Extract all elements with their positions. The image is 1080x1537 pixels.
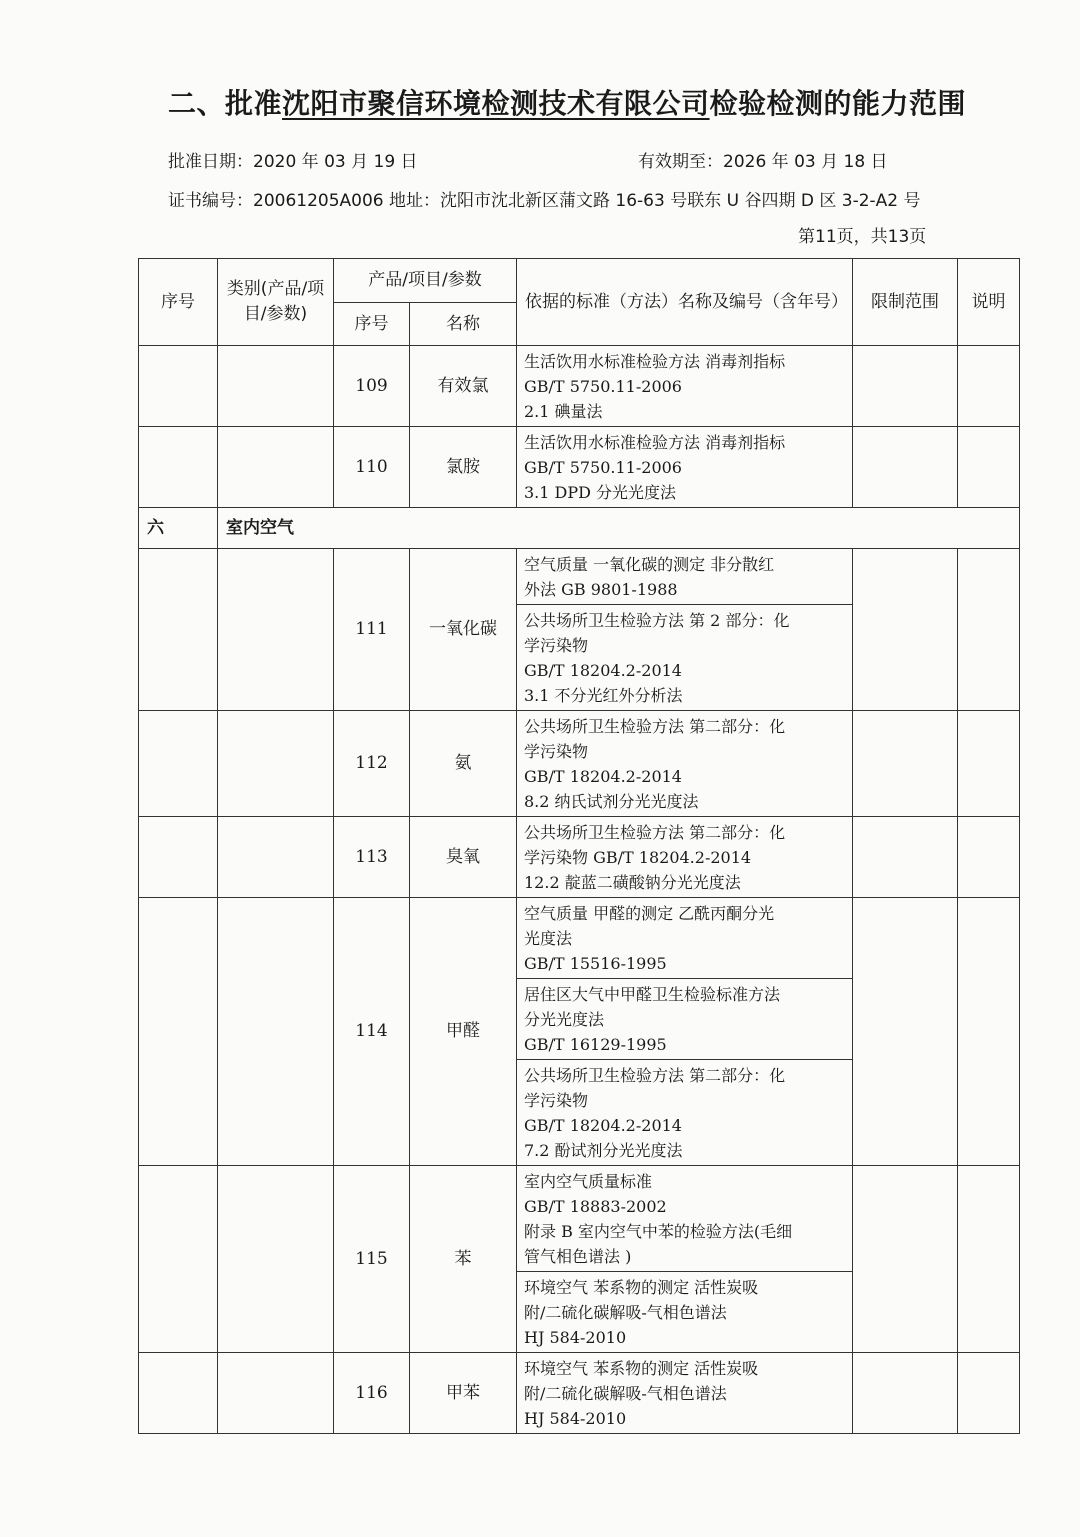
page-title (168, 82, 966, 122)
standard-cell: 空气质量 甲醛的测定 乙酰丙酮分光 光度法 GB/T 15516-1995 (517, 898, 853, 979)
table-row (139, 898, 1020, 979)
header-category: 类别(产品/项目/参数) (218, 259, 334, 346)
item-name: 臭氧 (410, 817, 517, 898)
table-row (139, 346, 1020, 427)
table-row (139, 817, 1020, 898)
standard-cell: 公共场所卫生检验方法 第二部分：化 学污染物 GB/T 18204.2-2014 7.2 酚试剂分光光度法 (517, 1060, 853, 1166)
standard-cell: 室内空气质量标准 GB/T 18883-2002 附录 B 室内空气中苯的检验方法(毛细 管气相色谱法 ) (517, 1166, 853, 1272)
section-seq: 六 (139, 508, 218, 549)
standard-cell: 环境空气 苯系物的测定 活性炭吸 附/二硫化碳解吸-气相色谱法 HJ 584-2010 (517, 1272, 853, 1353)
header-sub-seq: 序号 (334, 303, 410, 346)
item-name: 一氧化碳 (410, 549, 517, 711)
standard-cell: 公共场所卫生检验方法 第 2 部分：化 学污染物 GB/T 18204.2-2014 3.1 不分光红外分析法 (517, 605, 853, 711)
capability-table (138, 258, 1020, 1434)
header-seq: 序号 (139, 259, 218, 346)
approval-date: 批准日期：2020 年 03 月 19 日 (168, 152, 418, 172)
header-sub-name: 名称 (410, 303, 517, 346)
standard-cell: 公共场所卫生检验方法 第二部分：化 学污染物 GB/T 18204.2-2014 8.2 纳氏试剂分光光度法 (517, 711, 853, 817)
item-name: 氯胺 (410, 427, 517, 508)
table-row (139, 549, 1020, 605)
item-number: 109 (334, 346, 410, 427)
header-limit: 限制范围 (853, 259, 958, 346)
table-row (139, 1166, 1020, 1272)
table-row (139, 711, 1020, 817)
header-product: 产品/项目/参数 (334, 259, 517, 303)
section-name: 室内空气 (218, 508, 1020, 549)
certificate-address-line: 证书编号：20061205A006 地址：沈阳市沈北新区蒲文路 16-63 号联东 U 谷四期 D 区 3-2-A2 号 (168, 191, 921, 211)
item-number: 113 (334, 817, 410, 898)
standard-cell: 公共场所卫生检验方法 第二部分：化 学污染物 GB/T 18204.2-2014 12.2 靛蓝二磺酸钠分光光度法 (517, 817, 853, 898)
item-number: 111 (334, 549, 410, 711)
standard-cell: 空气质量 一氧化碳的测定 非分散红 外法 GB 9801-1988 (517, 549, 853, 605)
item-name: 甲苯 (410, 1353, 517, 1434)
header-standard: 依据的标准（方法）名称及编号（含年号） (517, 259, 853, 346)
title-suffix: 检验检测的能力范围 (709, 87, 967, 120)
item-number: 112 (334, 711, 410, 817)
table-row (139, 427, 1020, 508)
item-name: 甲醛 (410, 898, 517, 1166)
item-name: 有效氯 (410, 346, 517, 427)
item-number: 115 (334, 1166, 410, 1353)
item-number: 114 (334, 898, 410, 1166)
header-note: 说明 (958, 259, 1020, 346)
item-name: 氨 (410, 711, 517, 817)
standard-cell: 生活饮用水标准检验方法 消毒剂指标 GB/T 5750.11-2006 3.1 DPD 分光光度法 (517, 427, 853, 508)
title-organization: 沈阳市聚信环境检测技术有限公司 (282, 87, 710, 120)
standard-cell: 环境空气 苯系物的测定 活性炭吸 附/二硫化碳解吸-气相色谱法 HJ 584-2010 (517, 1353, 853, 1434)
item-number: 116 (334, 1353, 410, 1434)
section-row (139, 508, 1020, 549)
standard-cell: 生活饮用水标准检验方法 消毒剂指标 GB/T 5750.11-2006 2.1 碘量法 (517, 346, 853, 427)
item-name: 苯 (410, 1166, 517, 1353)
standard-cell: 居住区大气中甲醛卫生检验标准方法 分光光度法 GB/T 16129-1995 (517, 979, 853, 1060)
valid-until: 有效期至：2026 年 03 月 18 日 (638, 152, 888, 172)
item-number: 110 (334, 427, 410, 508)
title-prefix: 二、批准 (168, 87, 283, 120)
table-row (139, 1353, 1020, 1434)
page-info: 第11页，共13页 (798, 227, 927, 247)
